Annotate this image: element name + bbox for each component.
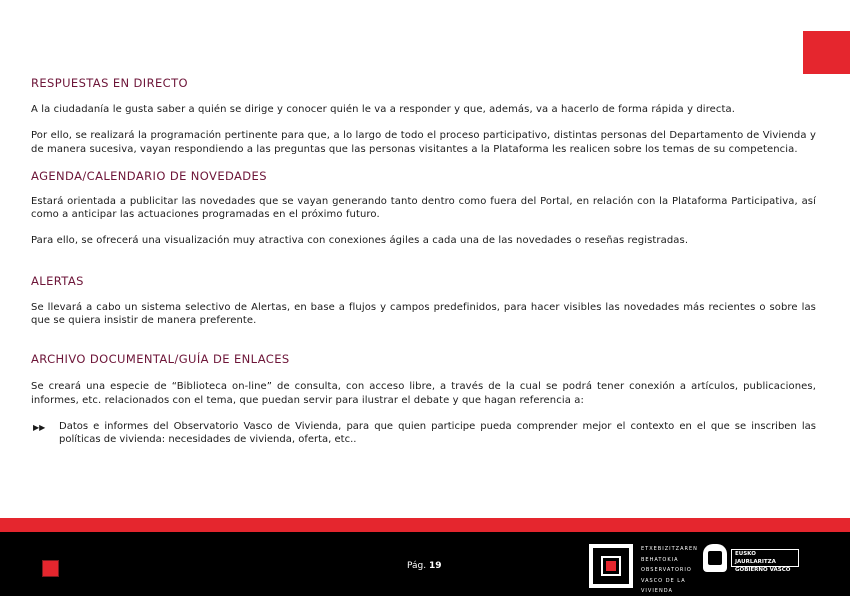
section-title-respuestas: RESPUESTAS EN DIRECTO [31,76,188,90]
observatory-line: ETXEBIZITZAREN [641,546,698,552]
observatory-line: BEHATOKIA [641,556,679,563]
government-crest-icon [703,544,727,572]
government-logo-text [731,549,799,573]
observatory-line: VIVIENDA [641,588,673,594]
page-footer [0,532,850,596]
page-number [407,561,442,571]
government-line: EUSKO JAURLARITZA [735,551,776,565]
section-paragraph: Por ello, se realizará la programación pertinente para que, a lo largo de todo el proceso participativo, distintas personas del Departamento de Vivienda y de manera sucesiva, vayan respondiendo a las preguntas que las personas visitantes a la Plataforma les realicen sobre los temas de su competencia. [31,130,816,155]
footer-red-bar [0,518,850,532]
list-item [31,420,816,447]
observatory-logo-inner [601,556,621,576]
footer-red-square [42,560,59,577]
observatory-logo-icon [589,544,633,588]
list-item-text: Datos e informes del Observatorio Vasco de Vivienda, para que quien participe pueda comprender mejor el contexto en el que se inscriben las políticas de vivienda: necesidades de vivienda, oferta, etc.. [59,420,816,446]
observatory-line: VASCO DE LA [641,577,686,584]
section-paragraph: Se llevará a cabo un sistema selectivo de Alertas, en base a flujos y campos predefinidos, para hacer visibles las novedades más recientes o sobre las que se quiera insistir de manera preferente. [31,301,816,327]
section-title-agenda: AGENDA/CALENDARIO DE NOVEDADES [31,168,267,183]
section-paragraph: A la ciudadanía le gusta saber a quién se dirige y conocer quién le va a responder y que, además, va a hacerlo de forma rápida y directa. [31,104,736,115]
section-title-alertas: ALERTAS [31,273,84,288]
page-content [31,74,816,447]
observatory-line: OBSERVATORIO [641,567,692,573]
double-arrow-bullet-icon: ▶▶ [33,422,46,432]
section-paragraph: Se creará una especie de “Biblioteca on-line” de consulta, con acceso libre, a través de la cual se podrá tener conexión a artículos, publicaciones, informes, etc. relacionados con el tema, que puedan servir para ilustrar el debate y que hagan referencia a: [31,381,816,406]
page-number-value: 19 [429,561,442,571]
corner-red-square [803,31,850,74]
section-paragraph: Estará orientada a publicitar las novedades que se vayan generando tanto dentro como fuera del Portal, en relación con la Plataforma Participativa, así como a anticipar las actuaciones programadas en el próximo futuro. [31,195,816,221]
observatory-logo-core [606,561,616,571]
section-title-archivo: ARCHIVO DOCUMENTAL/GUÍA DE ENLACES [31,352,290,367]
page-prefix: Pág. [407,561,427,571]
observatory-logo-text [641,544,701,597]
government-line: GOBIERNO VASCO [735,567,791,573]
section-paragraph: Para ello, se ofrecerá una visualización muy atractiva con conexiones ágiles a cada una de las novedades o reseñas registradas. [31,235,689,247]
